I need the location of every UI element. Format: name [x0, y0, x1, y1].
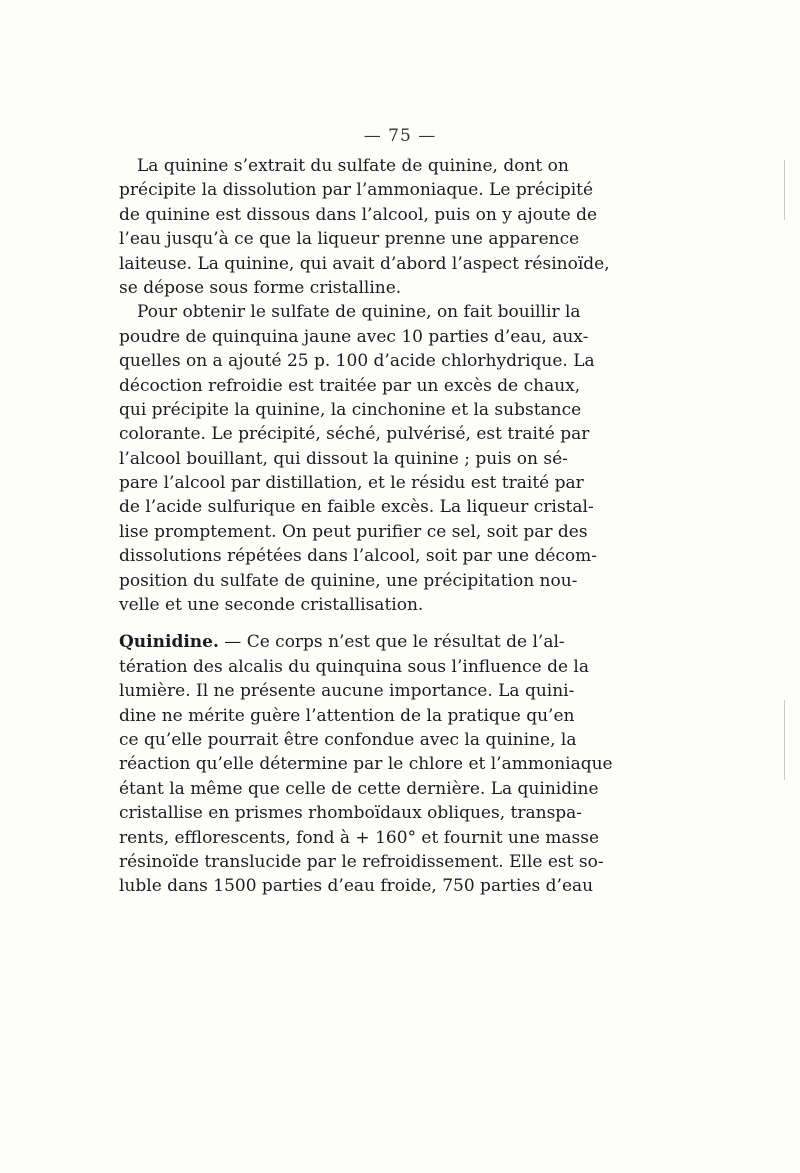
text-line: quelles on a ajouté 25 p. 100 d’acide chlorhydrique. La — [119, 351, 595, 372]
text-line: cristallise en prismes rhomboïdaux obliques, transpa- — [119, 803, 583, 824]
text-line: lise promptement. On peut purifier ce sel, soit par des — [119, 521, 588, 542]
text-line: résinoïde translucide par le refroidissement. Elle est so- — [119, 851, 604, 872]
text-line: de quinine est dissous dans l’alcool, puis on y ajoute de — [119, 204, 598, 225]
text-line: réaction qu’elle détermine par le chlore et l’ammoniaque — [119, 754, 613, 775]
text-line: l’alcool bouillant, qui dissout la quinine ; puis on sé- — [119, 448, 568, 469]
text-line: luble dans 1500 parties d’eau froide, 750 parties d’eau — [119, 876, 594, 897]
text-line: tération des alcalis du quinquina sous l’influence de la — [119, 656, 589, 677]
text-line: rents, efflorescents, fond à + 160° et fournit une masse — [119, 827, 600, 848]
section-heading-quinidine: Quinidine. — [119, 632, 219, 653]
text-line: velle et une seconde cristallisation. — [119, 595, 424, 616]
text-line: La quinine s’extrait du sulfate de quinine, dont on — [137, 156, 569, 176]
page-number: — 75 — — [363, 126, 437, 146]
text-line-rest: — Ce corps n’est que le résultat de l’al- — [218, 632, 565, 653]
paragraph-sulfate-preparation — [119, 300, 598, 617]
text-line — [119, 630, 565, 654]
text-line: dissolutions répétées dans l’alcool, soit par une décom- — [119, 546, 598, 567]
paragraph-quinidine — [119, 630, 613, 898]
text-line: l’eau jusqu’à ce que la liqueur prenne une apparence — [119, 229, 580, 250]
text-line: position du sulfate de quinine, une précipitation nou- — [119, 570, 578, 591]
text-line: ce qu’elle pourrait être confondue avec la quinine, la — [119, 729, 577, 750]
text-line: laiteuse. La quinine, qui avait d’abord l’aspect résinoïde, — [119, 253, 610, 274]
text-line: lumière. Il ne présente aucune importance. La quini- — [119, 681, 575, 702]
text-line: pare l’alcool par distillation, et le résidu est traité par — [119, 473, 584, 494]
page-edge-shadow — [784, 160, 785, 220]
paragraph-quinine-extraction — [119, 154, 610, 300]
text-line: poudre de quinquina jaune avec 10 parties d’eau, aux- — [119, 326, 589, 347]
text-line: Pour obtenir le sulfate de quinine, on fait bouillir la — [137, 302, 581, 323]
text-line: dine ne mérite guère l’attention de la pratique qu’en — [119, 705, 575, 726]
text-line: se dépose sous forme cristalline. — [119, 277, 402, 298]
text-line: de l’acide sulfurique en faible excès. La liqueur cristal- — [119, 497, 594, 518]
text-line: étant la même que celle de cette dernière. La quinidine — [119, 778, 599, 799]
body-text — [119, 154, 613, 899]
text-line: précipite la dissolution par l’ammoniaque. Le précipité — [119, 180, 594, 201]
text-line: décoction refroidie est traitée par un excès de chaux, — [119, 375, 581, 396]
page-edge-shadow — [784, 700, 785, 780]
text-line: colorante. Le précipité, séché, pulvérisé, est traité par — [119, 424, 590, 445]
text-line: qui précipite la quinine, la cinchonine et la substance — [119, 399, 582, 420]
